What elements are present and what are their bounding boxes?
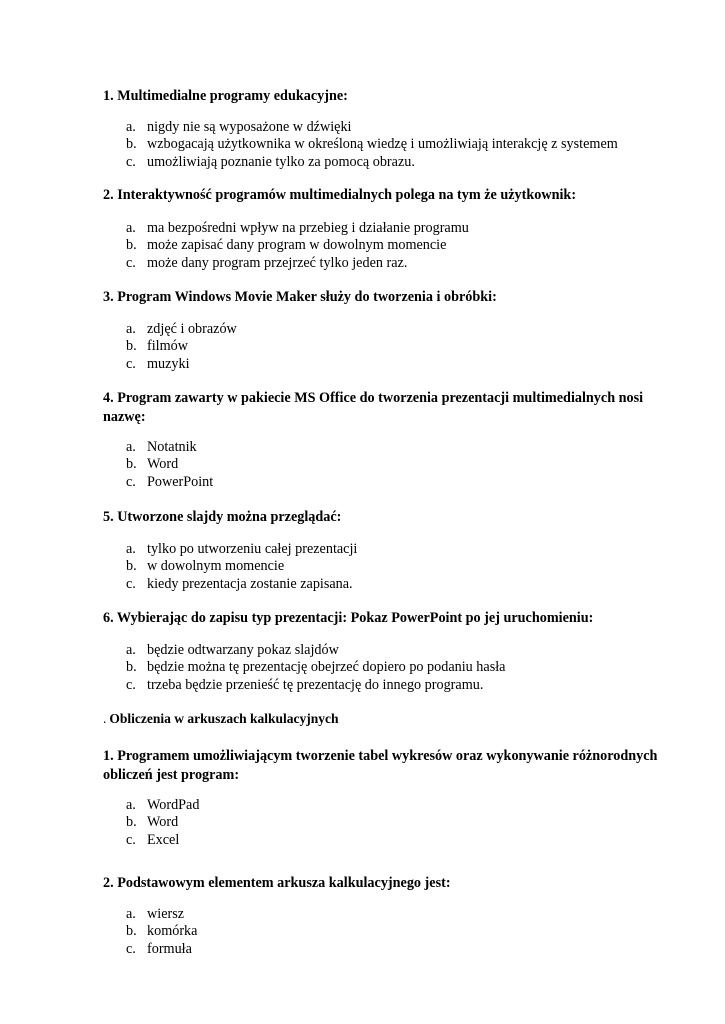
option-letter: c. [126, 153, 136, 170]
answer-option [126, 941, 197, 958]
option-letter: a. [126, 220, 136, 236]
answer-option [126, 321, 237, 338]
option-text: komórka [147, 923, 198, 940]
option-text: może zapisać dany program w dowolnym momencie [147, 237, 447, 254]
answer-option [126, 814, 199, 831]
option-text: Word [147, 456, 179, 473]
option-letter: a. [126, 119, 136, 135]
option-letter: b. [126, 136, 137, 153]
answer-list [126, 906, 197, 958]
section-dot: . [103, 711, 107, 726]
option-text: Excel [147, 831, 180, 848]
option-text: w dowolnym momencie [147, 558, 285, 575]
option-letter: c. [126, 831, 136, 848]
option-text: trzeba będzie przenieść tę prezentację do innego programu. [147, 676, 484, 693]
option-letter: b. [126, 558, 137, 575]
answer-option [126, 642, 505, 659]
answer-option [126, 474, 213, 491]
option-text: kiedy prezentacja zostanie zapisana. [147, 575, 353, 592]
option-text: ma bezpośredni wpływ na przebieg i działanie programu [147, 220, 469, 236]
option-letter: a. [126, 541, 136, 557]
option-letter: c. [126, 473, 136, 490]
option-text: filmów [147, 338, 188, 355]
answer-option [126, 832, 199, 849]
question-title: 4. Program zawarty w pakiecie MS Office do tworzenia prezentacji multimedialnych nosi nazwę: [103, 390, 644, 425]
option-text: będzie można tę prezentację obejrzeć dopiero po podaniu hasła [147, 659, 506, 676]
question-title: 6. Wybierając do zapisu typ prezentacji: Pokaz PowerPoint po jej uruchomieniu: [103, 610, 594, 626]
answer-option [126, 558, 357, 575]
answer-option [126, 677, 505, 694]
option-letter: a. [126, 642, 136, 658]
answer-list [126, 642, 505, 694]
answer-option [126, 906, 197, 923]
section-heading [103, 709, 339, 728]
option-letter: b. [126, 237, 137, 254]
question-title: 2. Interaktywność programów multimedialnych polega na tym że użytkownik: [103, 187, 577, 203]
option-text: WordPad [147, 797, 200, 813]
option-letter: a. [126, 906, 136, 922]
answer-option [126, 439, 213, 456]
option-letter: c. [126, 355, 136, 372]
option-text: może dany program przejrzeć tylko jeden raz. [147, 254, 408, 271]
question-title: 5. Utworzone slajdy można przeglądać: [103, 509, 342, 525]
option-text: formuła [147, 940, 192, 957]
option-letter: c. [126, 254, 136, 271]
question-title: 1. Multimedialne programy edukacyjne: [103, 88, 348, 104]
option-letter: b. [126, 923, 137, 940]
answer-list [126, 797, 199, 849]
answer-option [126, 356, 237, 373]
option-letter: b. [126, 814, 137, 831]
answer-list [126, 541, 357, 593]
option-text: PowerPoint [147, 473, 214, 490]
answer-option [126, 797, 199, 814]
question-title: 2. Podstawowym elementem arkusza kalkulacyjnego jest: [103, 875, 451, 891]
answer-list [126, 220, 469, 272]
answer-option [126, 456, 213, 473]
answer-option [126, 576, 357, 593]
question-title: 3. Program Windows Movie Maker służy do tworzenia i obróbki: [103, 289, 497, 305]
option-text: Notatnik [147, 439, 197, 455]
answer-list [126, 119, 618, 171]
option-text: muzyki [147, 355, 190, 372]
option-letter: b. [126, 456, 137, 473]
option-letter: b. [126, 659, 137, 676]
option-text: tylko po utworzeniu całej prezentacji [147, 541, 358, 557]
answer-option [126, 119, 618, 136]
option-text: wzbogacają użytkownika w określoną wiedzę i umożliwiają interakcję z systemem [147, 136, 618, 153]
answer-option [126, 923, 197, 940]
answer-option [126, 154, 618, 171]
answer-option [126, 659, 505, 676]
answer-option [126, 237, 469, 254]
option-letter: c. [126, 676, 136, 693]
answer-option [126, 541, 357, 558]
answer-option [126, 255, 469, 272]
option-letter: a. [126, 439, 136, 455]
question-title: 1. Programem umożliwiającym tworzenie tabel wykresów oraz wykonywanie różnorodnych obliczeń jest program: [103, 748, 658, 783]
option-text: wiersz [147, 906, 185, 922]
option-text: będzie odtwarzany pokaz slajdów [147, 642, 339, 658]
answer-option [126, 136, 618, 153]
option-text: nigdy nie są wyposażone w dźwięki [147, 119, 352, 135]
answer-list [126, 439, 213, 491]
option-letter: c. [126, 940, 136, 957]
option-text: umożliwiają poznanie tylko za pomocą obrazu. [147, 153, 415, 170]
option-letter: c. [126, 575, 136, 592]
option-text: zdjęć i obrazów [147, 321, 237, 337]
section-title: Obliczenia w arkuszach kalkulacyjnych [109, 711, 339, 726]
answer-option [126, 338, 237, 355]
answer-option [126, 220, 469, 237]
option-letter: a. [126, 797, 136, 813]
answer-list [126, 321, 237, 373]
option-letter: a. [126, 321, 136, 337]
option-text: Word [147, 814, 179, 831]
option-letter: b. [126, 338, 137, 355]
